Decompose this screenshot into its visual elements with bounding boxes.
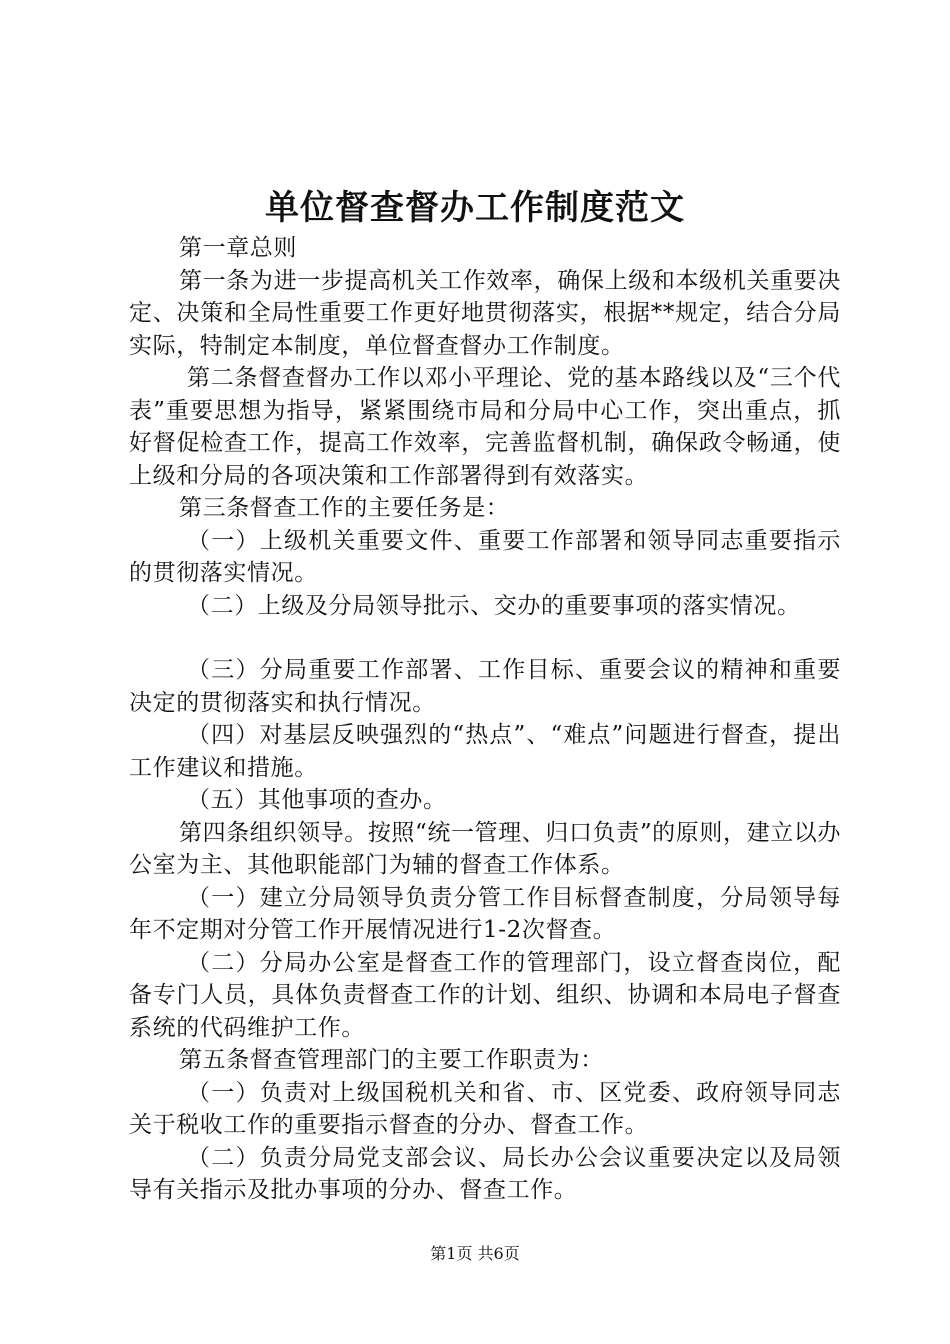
page-footer: 第1页 共6页 xyxy=(430,1244,520,1263)
document-body xyxy=(129,232,841,1207)
article-5: 第五条督查管理部门的主要工作职责为： xyxy=(179,1047,604,1073)
article-4-item-1: （一）建立分局领导负责分管工作目标督查制度，分局领导每年不定期对分管工作开展情况进行1-2次督查。 xyxy=(129,884,841,943)
article-3-item-1: （一）上级机关重要文件、重要工作部署和领导同志重要指示的贯彻落实情况。 xyxy=(129,527,841,586)
document-title: 单位督查督办工作制度范文 xyxy=(265,188,685,228)
article-4: 第四条组织领导。按照“统一管理、归口负责”的原则，建立以办公室为主、其他职能部门为辅的督查工作体系。 xyxy=(129,819,841,878)
article-3: 第三条督查工作的主要任务是： xyxy=(179,495,510,521)
chapter-heading: 第一章总则 xyxy=(179,235,297,261)
article-3-item-5: （五）其他事项的查办。 xyxy=(187,787,447,813)
article-3-item-4: （四）对基层反映强烈的“热点”、“难点”问题进行督查，提出工作建议和措施。 xyxy=(129,722,841,781)
article-1: 第一条为进一步提高机关工作效率，确保上级和本级机关重要决定、决策和全局性重要工作更好地贯彻落实，根据**规定，结合分局实际，特制定本制度，单位督查督办工作制度。 xyxy=(129,267,841,359)
article-3-item-3: （三）分局重要工作部署、工作目标、重要会议的精神和重要决定的贯彻落实和执行情况。 xyxy=(129,657,841,716)
article-5-item-1: （一）负责对上级国税机关和省、市、区党委、政府领导同志关于税收工作的重要指示督查的分办、督查工作。 xyxy=(129,1079,841,1138)
article-4-item-2: （二）分局办公室是督查工作的管理部门，设立督查岗位，配备专门人员，具体负责督查工作的计划、组织、协调和本局电子督查系统的代码维护工作。 xyxy=(129,949,841,1041)
article-2: 第二条督查督办工作以邓小平理论、党的基本路线以及“三个代表”重要思想为指导，紧紧围绕市局和分局中心工作，突出重点，抓好督促检查工作，提高工作效率，完善监督机制，确保政令畅通，使上级和分局的各项决策和工作部署得到有效落实。 xyxy=(129,365,841,489)
article-5-item-2: （二）负责分局党支部会议、局长办公会议重要决定以及局领导有关指示及批办事项的分办、督查工作。 xyxy=(129,1144,841,1203)
article-3-item-2: （二）上级及分局领导批示、交办的重要事项的落实情况。 xyxy=(187,592,801,619)
